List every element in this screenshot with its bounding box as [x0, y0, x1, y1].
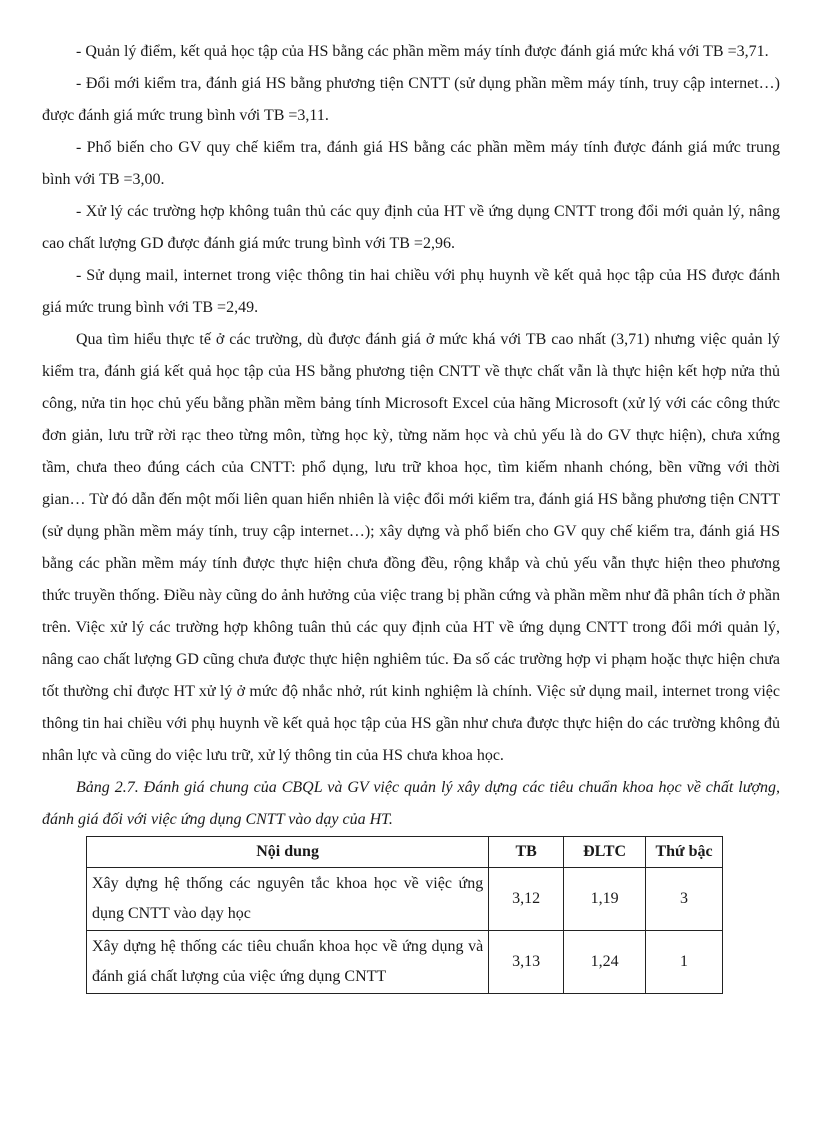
table-row — [87, 868, 723, 931]
table-row — [87, 931, 723, 994]
cell-tb: 3,13 — [489, 931, 564, 994]
bullet-paragraph-assessment-innovation: - Đổi mới kiểm tra, đánh giá HS bằng phương tiện CNTT (sử dụng phần mềm máy tính, truy cập internet…) được đánh giá mức trung bình với TB =3,11. — [42, 75, 780, 124]
cell-rank: 3 — [646, 868, 723, 931]
header-dltc: ĐLTC — [564, 837, 646, 868]
header-tb: TB — [489, 837, 564, 868]
cell-dltc: 1,24 — [564, 931, 646, 994]
bullet-paragraph-parent-communication: - Sử dụng mail, internet trong việc thông tin hai chiều với phụ huynh về kết quả học tập của HS được đánh giá mức trung bình với TB =2,49. — [42, 267, 780, 316]
bullet-paragraph-regulation-dissemination: - Phổ biến cho GV quy chế kiểm tra, đánh giá HS bằng các phần mềm máy tính được đánh giá mức trung bình với TB =3,00. — [42, 139, 780, 188]
cell-tb: 3,12 — [489, 868, 564, 931]
analysis-paragraph: Qua tìm hiểu thực tế ở các trường, dù được đánh giá ở mức khá với TB cao nhất (3,71) nhưng việc quản lý kiểm tra, đánh giá kết quả học tập của HS bằng phương tiện CNTT về thực chất vẫn là thực hiện kết hợp nửa thủ công, nửa tin học chủ yếu bằng phần mềm bảng tính Microsoft Excel của hãng Microsoft (xử lý với các công thức đơn giản, lưu trữ rời rạc theo từng môn, từng học kỳ, từng năm học và chủ yếu là do GV thực hiện), chưa xứng tầm, chưa theo đúng cách của CNTT: phổ dụng, lưu trữ khoa học, tìm kiếm nhanh chóng, bền vững với thời gian… Từ đó dẫn đến một mối liên quan hiển nhiên là việc đổi mới kiểm tra, đánh giá HS bằng phương tiện CNTT (sử dụng phần mềm máy tính, truy cập internet…); xây dựng và phổ biến cho GV quy chế kiểm tra, đánh giá HS bằng các phần mềm máy tính được thực hiện chưa đồng đều, rộng khắp và chủ yếu vẫn thực hiện theo phương thức truyền thống. Điều này cũng do ảnh hưởng của việc trang bị phần cứng và phần mềm như đã phân tích ở phần trên. Việc xử lý các trường hợp không tuân thủ các quy định của HT về ứng dụng CNTT trong đổi mới quản lý, nâng cao chất lượng GD cũng chưa được thực hiện nghiêm túc. Đa số các trường hợp vi phạm hoặc thực hiện chưa tốt thường chỉ được HT xử lý ở mức độ nhắc nhở, rút kinh nghiệm là chính. Việc sử dụng mail, internet trong việc thông tin hai chiều với phụ huynh về kết quả học tập của HS gần như chưa được thực hiện do các trường không đủ nhân lực và cũng do việc lưu trữ, xử lý thông tin của HS chưa khoa học. — [42, 331, 780, 764]
cell-dltc: 1,19 — [564, 868, 646, 931]
cell-content: Xây dựng hệ thống các nguyên tắc khoa học về việc ứng dụng CNTT vào dạy học — [87, 868, 489, 931]
table-header-row — [87, 837, 723, 868]
document-page — [42, 36, 780, 994]
cell-content: Xây dựng hệ thống các tiêu chuẩn khoa học về ứng dụng và đánh giá chất lượng của việc ứng dụng CNTT — [87, 931, 489, 994]
bullet-paragraph-violation-handling: - Xử lý các trường hợp không tuân thủ các quy định của HT về ứng dụng CNTT trong đổi mới quản lý, nâng cao chất lượng GD được đánh giá mức trung bình với TB =2,96. — [42, 203, 780, 252]
header-rank: Thứ bậc — [646, 837, 723, 868]
bullet-paragraph-grade-management: - Quản lý điểm, kết quả học tập của HS bằng các phần mềm máy tính được đánh giá mức khá với TB =3,71. — [76, 43, 769, 60]
header-content: Nội dung — [87, 837, 489, 868]
cell-rank: 1 — [646, 931, 723, 994]
table-caption: Bảng 2.7. Đánh giá chung của CBQL và GV việc quản lý xây dựng các tiêu chuẩn khoa học về chất lượng, đánh giá đối với việc ứng dụng CNTT vào dạy của HT. — [42, 779, 780, 828]
evaluation-table — [86, 836, 723, 994]
